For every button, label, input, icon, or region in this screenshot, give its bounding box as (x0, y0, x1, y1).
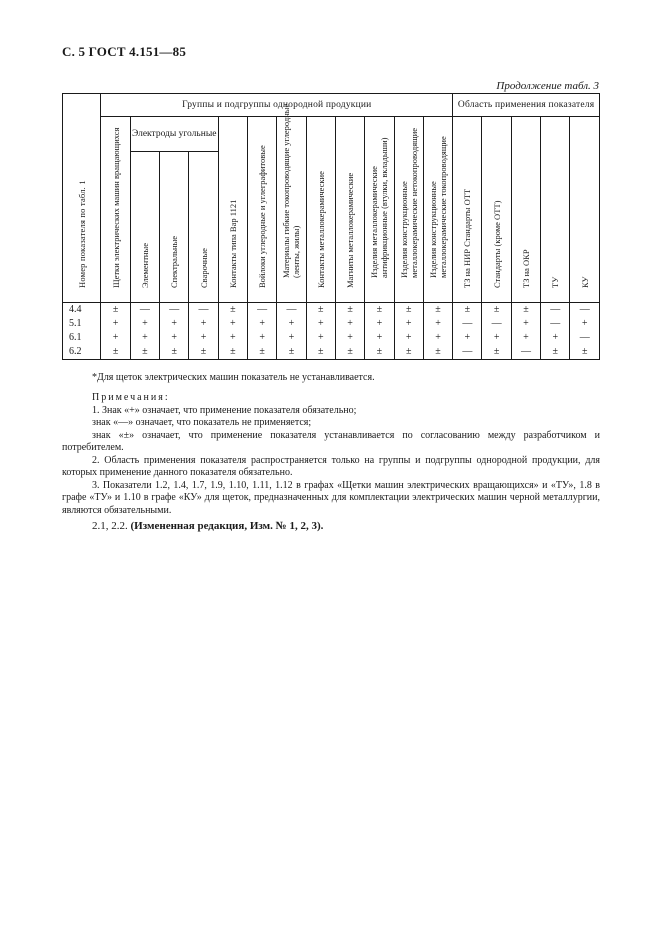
column-header-wrap (512, 118, 540, 302)
column-header (423, 117, 452, 303)
amendment-prefix: 2.1, 2.2. (92, 520, 128, 532)
row-number-header-text: Номер показателя по табл. 1 (76, 180, 87, 288)
table-cell: + (130, 317, 159, 331)
column-header-text: Изделия металлокерамические антифрикционные (втулки, вкладыши) (369, 137, 390, 278)
column-header-wrap (101, 118, 129, 302)
table-body (63, 303, 600, 360)
column-header-text: Спектральные (169, 235, 180, 288)
column-header-text: ТУ (550, 276, 561, 288)
table-cell: ± (570, 345, 600, 360)
table-cell: — (277, 303, 306, 318)
table-cell: — (453, 345, 482, 360)
table-cell: ± (306, 303, 335, 318)
column-header (247, 117, 276, 303)
table-cell: ± (365, 303, 394, 318)
note-1c: знак «±» означает, что применение показателя устанавливается по согласованию между разработчиком и потребителем. (62, 429, 600, 453)
column-header-wrap (395, 118, 423, 302)
column-header (218, 117, 247, 303)
column-header-wrap (365, 118, 393, 302)
table-cell: + (335, 331, 364, 345)
table-cell: ± (423, 345, 452, 360)
column-header (277, 103, 306, 303)
table-cell: — (160, 303, 189, 318)
column-header-wrap (219, 118, 247, 302)
table-cell: + (218, 331, 247, 345)
table-row (63, 317, 600, 331)
notes-section (62, 392, 600, 517)
column-header-text: Контакты типа Вар 1121 (227, 199, 238, 288)
table-cell: ± (453, 303, 482, 318)
column-header (365, 117, 394, 303)
table-row (63, 331, 600, 345)
note-1a: 1. Знак «+» означает, что применение показателя обязательно; (92, 404, 357, 416)
column-header-text: Материалы гибкие токопроводящие углеродные (ленты, жилы) (281, 103, 302, 278)
amendment-text: (Измененная редакция, Изм. № 1, 2, 3). (130, 520, 324, 532)
table-row (63, 345, 600, 360)
table-cell: + (511, 317, 540, 331)
table-cell: — (130, 303, 159, 318)
table-cell: — (189, 303, 218, 318)
column-header-text: Изделия конструкционные металлокерамические токопроводящие (428, 135, 449, 278)
column-header (541, 117, 570, 303)
table-cell: + (511, 331, 540, 345)
indicators-table (62, 93, 600, 360)
column-header-text: Сварочные (198, 247, 209, 288)
table-cell: + (218, 317, 247, 331)
table-cell: + (189, 317, 218, 331)
note-1b: знак «—» означает, что показатель не применяется; (92, 417, 312, 428)
electrodes-header: Электроды угольные (130, 117, 218, 152)
table-cell: + (453, 331, 482, 345)
table-cell: + (306, 317, 335, 331)
column-header-wrap (482, 118, 510, 302)
column-header-text: Контакты металлокерамические (315, 170, 326, 288)
column-header-wrap (248, 118, 276, 302)
column-header-text: Изделия конструкционные металлокерамические нетокопроводящие (398, 127, 419, 278)
table-cell: ± (130, 345, 159, 360)
column-header-wrap (160, 153, 188, 302)
table-cell: + (541, 331, 570, 345)
table-cell: ± (218, 303, 247, 318)
row-number-cell: 6.1 (63, 331, 101, 345)
column-header-text: Щетки электрических машин вращающихся (110, 127, 121, 288)
table-cell: ± (160, 345, 189, 360)
column-header (453, 117, 482, 303)
column-header-wrap (131, 153, 159, 302)
table-cell: — (511, 345, 540, 360)
table-cell: + (101, 331, 130, 345)
column-header-wrap (336, 118, 364, 302)
row-number-header (63, 94, 101, 303)
table-cell: + (189, 331, 218, 345)
column-header-wrap (277, 103, 305, 302)
table-cell: ± (189, 345, 218, 360)
table-cell: ± (365, 345, 394, 360)
column-header-text: Стандарты (кроме ОТТ) (491, 200, 502, 288)
column-header (511, 117, 540, 303)
table-cell: + (306, 331, 335, 345)
page-title: С. 5 ГОСТ 4.151—85 (62, 44, 187, 59)
table-cell: ± (247, 345, 276, 360)
table-cell: + (277, 331, 306, 345)
column-header (189, 152, 218, 303)
row-number-cell: 6.2 (63, 345, 101, 360)
table-cell: — (570, 303, 600, 318)
column-header-text: Магниты металлокерамические (345, 172, 356, 288)
table-cell: ± (335, 303, 364, 318)
table-continuation-label: Продолжение табл. 3 (496, 80, 599, 92)
table-cell: ± (277, 345, 306, 360)
table-cell: — (541, 303, 570, 318)
column-header-wrap (424, 118, 452, 302)
column-header (570, 117, 600, 303)
table-cell: — (482, 317, 511, 331)
table-cell: — (570, 331, 600, 345)
column-header-text: КУ (579, 275, 590, 288)
table-cell: + (570, 317, 600, 331)
row-number-cell: 4.4 (63, 303, 101, 318)
column-header (335, 117, 364, 303)
table-cell: + (160, 317, 189, 331)
table-cell: + (394, 317, 423, 331)
column-header-wrap (453, 118, 481, 302)
column-header (101, 117, 130, 303)
column-header-text: ТЗ на ОКР (520, 248, 531, 288)
table-cell: ± (218, 345, 247, 360)
column-header-text: ТЗ на НИР Стандарты ОТТ (462, 188, 473, 288)
table-cell: ± (394, 303, 423, 318)
table-cell: — (541, 317, 570, 331)
table-cell: + (365, 331, 394, 345)
table-cell: + (277, 317, 306, 331)
table-cell: + (394, 331, 423, 345)
notes-title: Примечания: (92, 392, 170, 403)
table-row (63, 303, 600, 318)
table-cell: + (130, 331, 159, 345)
column-header-wrap (541, 118, 569, 302)
column-header-wrap (189, 153, 217, 302)
footnote: *Для щеток электрических машин показатель не устанавливается. (92, 372, 375, 383)
table-cell: + (482, 331, 511, 345)
table-cell: ± (306, 345, 335, 360)
note-3: 3. Показатели 1.2, 1.4, 1.7, 1.9, 1.10, 1.11, 1.12 в графах «Щетки машин электрических вращающихся» и «ТУ», 1.8 в графе «ТУ» и 1.10 в графе «КУ» для щеток, предназначенных для комплектации электрических машин черной металлургии, являются обязательными. (62, 479, 600, 516)
column-header (160, 152, 189, 303)
table-cell: + (423, 331, 452, 345)
column-header (306, 117, 335, 303)
table-cell: + (101, 317, 130, 331)
table-cell: + (247, 317, 276, 331)
table-cell: ± (101, 303, 130, 318)
table-cell: + (160, 331, 189, 345)
table-cell: + (365, 317, 394, 331)
column-header (482, 117, 511, 303)
table-cell: ± (482, 345, 511, 360)
application-area-header: Область применения показателя (453, 94, 600, 117)
table-cell: ± (541, 345, 570, 360)
table-cell: — (453, 317, 482, 331)
table-cell: ± (423, 303, 452, 318)
table-cell: ± (482, 303, 511, 318)
column-header-wrap (307, 118, 335, 302)
table-cell: ± (335, 345, 364, 360)
table-cell: ± (511, 303, 540, 318)
column-header (394, 117, 423, 303)
column-header-text: Войлоки углеродные и углеграфитовые (257, 144, 268, 288)
table-cell: ± (394, 345, 423, 360)
column-header (130, 152, 159, 303)
table-cell: + (335, 317, 364, 331)
note-2: 2. Область применения показателя распространяется только на группы и подгруппы однородной продукции, для которых применение данного показателя обязательно. (62, 454, 600, 478)
table-cell: + (247, 331, 276, 345)
column-header-wrap (570, 118, 599, 302)
product-groups-header: Группы и подгруппы однородной продукции (101, 94, 453, 117)
table-cell: — (247, 303, 276, 318)
row-number-cell: 5.1 (63, 317, 101, 331)
table-cell: ± (101, 345, 130, 360)
column-header-text: Элементные (139, 242, 150, 288)
amendment-line (92, 520, 323, 532)
table-cell: + (423, 317, 452, 331)
